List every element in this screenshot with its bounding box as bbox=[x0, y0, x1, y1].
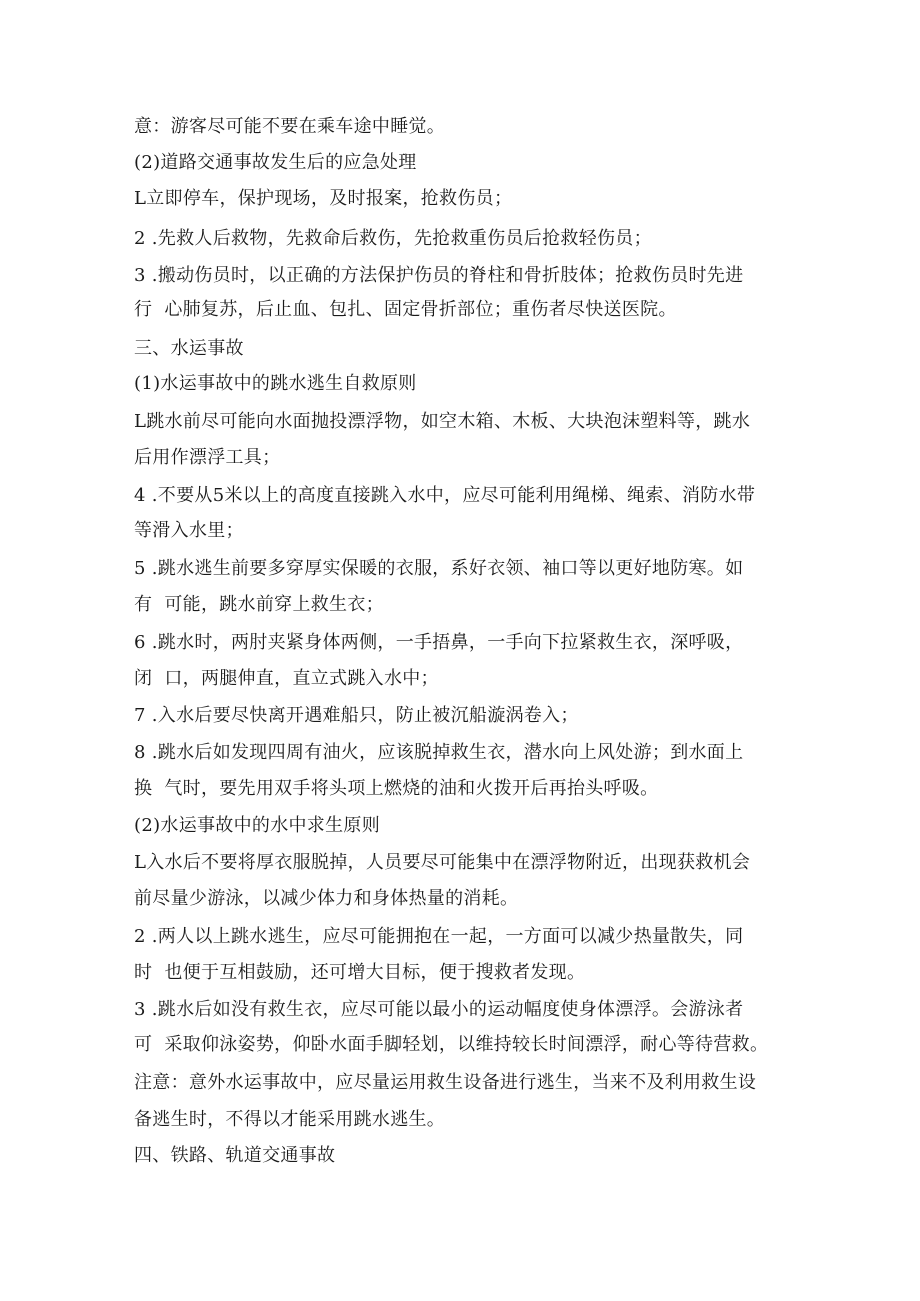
text-line: 6 .跳水时，两肘夹紧身体两侧，一手捂鼻，一手向下拉紧救生衣，深呼吸， bbox=[134, 632, 744, 653]
text-line: 换 气时，要先用双手将头项上燃烧的油和火拨开后再抬头呼吸。 bbox=[134, 778, 659, 799]
text-line: 行 心肺复苏，后止血、包扎、固定骨折部位；重伤者尽快送医院。 bbox=[134, 299, 677, 320]
section-heading: (1)水运事故中的跳水逃生自救原则 bbox=[134, 373, 417, 394]
text-line: 备逃生时，不得以才能采用跳水逃生。 bbox=[134, 1109, 446, 1130]
text-line: 8 .跳水后如发现四周有油火，应该脱掉救生衣，潜水向上风处游；到水面上 bbox=[134, 742, 744, 763]
text-line: 注意：意外水运事故中，应尽量运用救生设备进行逃生，当来不及利用救生设 bbox=[134, 1072, 757, 1093]
section-heading: 三、水运事故 bbox=[134, 338, 244, 359]
section-heading: 四、铁路、轨道交通事故 bbox=[134, 1145, 336, 1166]
text-line: 后用作漂浮工具； bbox=[134, 447, 281, 468]
text-line: L立即停车，保护现场，及时报案，抢救伤员； bbox=[134, 188, 513, 209]
section-heading: (2)道路交通事故发生后的应急处理 bbox=[134, 152, 417, 173]
text-line: 2 .先救人后救物，先救命后救伤，先抢救重伤员后抢救轻伤员； bbox=[134, 228, 652, 249]
section-heading: (2)水运事故中的水中求生原则 bbox=[134, 815, 380, 836]
text-line: 5 .跳水逃生前要多穿厚实保暖的衣服，系好衣领、袖口等以更好地防寒。如 bbox=[134, 558, 744, 579]
text-line: L入水后不要将厚衣服脱掉，人员要尽可能集中在漂浮物附近，出现获救机会 bbox=[134, 852, 751, 873]
text-line: 2 .两人以上跳水逃生，应尽可能拥抱在一起，一方面可以减少热量散失，同 bbox=[134, 926, 744, 947]
text-line: L跳水前尽可能向水面抛投漂浮物，如空木箱、木板、大块泡沫塑料等，跳水 bbox=[134, 411, 751, 432]
text-line: 7 .入水后要尽快离开遇难船只，防止被沉船漩涡卷入； bbox=[134, 705, 579, 726]
text-line: 前尽量少游泳，以减少体力和身体热量的消耗。 bbox=[134, 888, 519, 909]
text-line: 3 .跳水后如没有救生衣，应尽可能以最小的运动幅度使身体漂浮。会游泳者 bbox=[134, 999, 744, 1020]
text-line: 可 采取仰泳姿势，仰卧水面手脚轻划，以维持较长时间漂浮，耐心等待营救。 bbox=[134, 1034, 769, 1055]
text-line: 等滑入水里； bbox=[134, 520, 244, 541]
text-line: 闭 口，两腿伸直，直立式跳入水中； bbox=[134, 668, 439, 689]
text-line: 4 .不要从5米以上的高度直接跳入水中，应尽可能利用绳梯、绳索、消防水带 bbox=[134, 485, 756, 506]
text-line: 3 .搬动伤员时，以正确的方法保护伤员的脊柱和骨折肢体；抢救伤员时先进 bbox=[134, 265, 744, 286]
text-line: 意：游客尽可能不要在乘车途中睡觉。 bbox=[134, 116, 446, 137]
text-line: 有 可能，跳水前穿上救生衣； bbox=[134, 594, 384, 615]
text-line: 时 也便于互相鼓励，还可增大目标，便于搜救者发现。 bbox=[134, 962, 586, 983]
